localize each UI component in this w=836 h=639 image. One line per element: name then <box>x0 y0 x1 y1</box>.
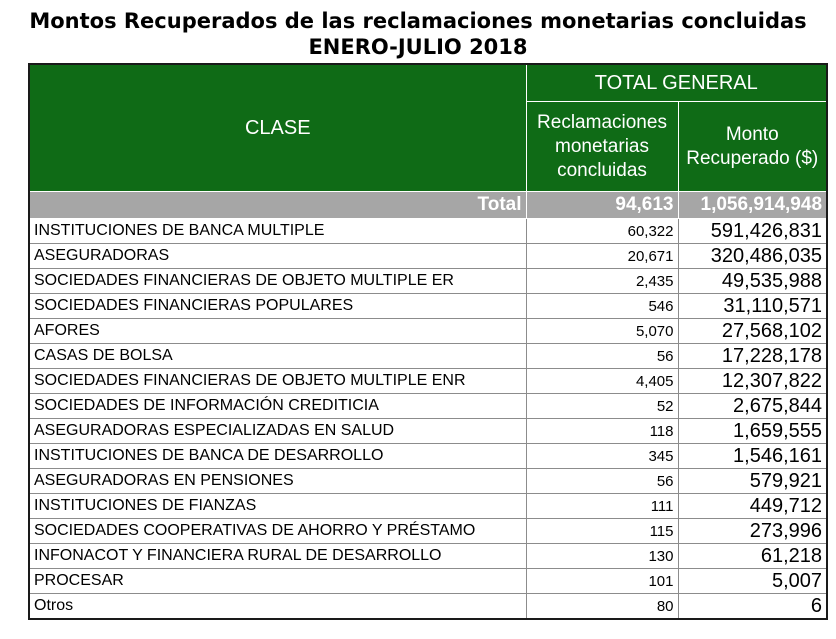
row-clase: Otros <box>29 594 526 620</box>
row-reclamaciones: 56 <box>526 344 678 369</box>
table-row <box>29 369 827 394</box>
total-row <box>29 192 827 219</box>
row-monto: 12,307,822 <box>678 369 827 394</box>
row-reclamaciones: 56 <box>526 469 678 494</box>
row-reclamaciones: 115 <box>526 519 678 544</box>
row-monto: 1,659,555 <box>678 419 827 444</box>
row-reclamaciones: 52 <box>526 394 678 419</box>
row-reclamaciones: 111 <box>526 494 678 519</box>
header-reclamaciones: Reclamaciones monetarias concluidas <box>526 102 678 192</box>
table-row <box>29 444 827 469</box>
row-clase: INSTITUCIONES DE BANCA MULTIPLE <box>29 219 526 244</box>
row-monto: 591,426,831 <box>678 219 827 244</box>
table-row <box>29 544 827 569</box>
document-title: Montos Recuperados de las reclamaciones monetarias concluidas <box>29 9 807 33</box>
claims-table <box>28 63 828 620</box>
row-reclamaciones: 60,322 <box>526 219 678 244</box>
table-row <box>29 594 827 620</box>
row-monto: 273,996 <box>678 519 827 544</box>
row-clase: ASEGURADORAS <box>29 244 526 269</box>
row-clase: PROCESAR <box>29 569 526 594</box>
row-reclamaciones: 5,070 <box>526 319 678 344</box>
row-clase: CASAS DE BOLSA <box>29 344 526 369</box>
row-monto: 49,535,988 <box>678 269 827 294</box>
row-reclamaciones: 118 <box>526 419 678 444</box>
table-row <box>29 569 827 594</box>
row-monto: 5,007 <box>678 569 827 594</box>
table-row <box>29 519 827 544</box>
row-clase: INFONACOT Y FINANCIERA RURAL DE DESARROLLO <box>29 544 526 569</box>
row-monto: 61,218 <box>678 544 827 569</box>
row-reclamaciones: 546 <box>526 294 678 319</box>
table-row <box>29 494 827 519</box>
row-monto: 6 <box>678 594 827 620</box>
total-label: Total <box>29 192 526 219</box>
row-reclamaciones: 2,435 <box>526 269 678 294</box>
row-monto: 17,228,178 <box>678 344 827 369</box>
row-reclamaciones: 101 <box>526 569 678 594</box>
row-clase: INSTITUCIONES DE FIANZAS <box>29 494 526 519</box>
row-monto: 1,546,161 <box>678 444 827 469</box>
total-reclamaciones: 94,613 <box>526 192 678 219</box>
row-reclamaciones: 4,405 <box>526 369 678 394</box>
table-row <box>29 219 827 244</box>
header-total-general: TOTAL GENERAL <box>526 64 827 102</box>
row-clase: SOCIEDADES DE INFORMACIÓN CREDITICIA <box>29 394 526 419</box>
table-row <box>29 244 827 269</box>
row-clase: AFORES <box>29 319 526 344</box>
row-monto: 320,486,035 <box>678 244 827 269</box>
row-monto: 31,110,571 <box>678 294 827 319</box>
row-clase: SOCIEDADES FINANCIERAS DE OBJETO MULTIPLE ENR <box>29 369 526 394</box>
row-monto: 27,568,102 <box>678 319 827 344</box>
table-row <box>29 319 827 344</box>
row-clase: INSTITUCIONES DE BANCA DE DESARROLLO <box>29 444 526 469</box>
row-monto: 449,712 <box>678 494 827 519</box>
row-reclamaciones: 345 <box>526 444 678 469</box>
total-monto: 1,056,914,948 <box>678 192 827 219</box>
row-clase: SOCIEDADES FINANCIERAS POPULARES <box>29 294 526 319</box>
header-monto: Monto Recuperado ($) <box>678 102 827 192</box>
row-reclamaciones: 80 <box>526 594 678 620</box>
row-clase: SOCIEDADES COOPERATIVAS DE AHORRO Y PRÉSTAMO <box>29 519 526 544</box>
table-row <box>29 294 827 319</box>
row-reclamaciones: 130 <box>526 544 678 569</box>
row-monto: 2,675,844 <box>678 394 827 419</box>
row-reclamaciones: 20,671 <box>526 244 678 269</box>
table-row <box>29 469 827 494</box>
table-row <box>29 419 827 444</box>
row-clase: ASEGURADORAS ESPECIALIZADAS EN SALUD <box>29 419 526 444</box>
document-subtitle: ENERO-JULIO 2018 <box>308 35 528 59</box>
table-row <box>29 394 827 419</box>
table-row <box>29 269 827 294</box>
header-clase: CLASE <box>29 64 526 192</box>
table-row <box>29 344 827 369</box>
row-monto: 579,921 <box>678 469 827 494</box>
row-clase: SOCIEDADES FINANCIERAS DE OBJETO MULTIPLE ER <box>29 269 526 294</box>
row-clase: ASEGURADORAS EN PENSIONES <box>29 469 526 494</box>
